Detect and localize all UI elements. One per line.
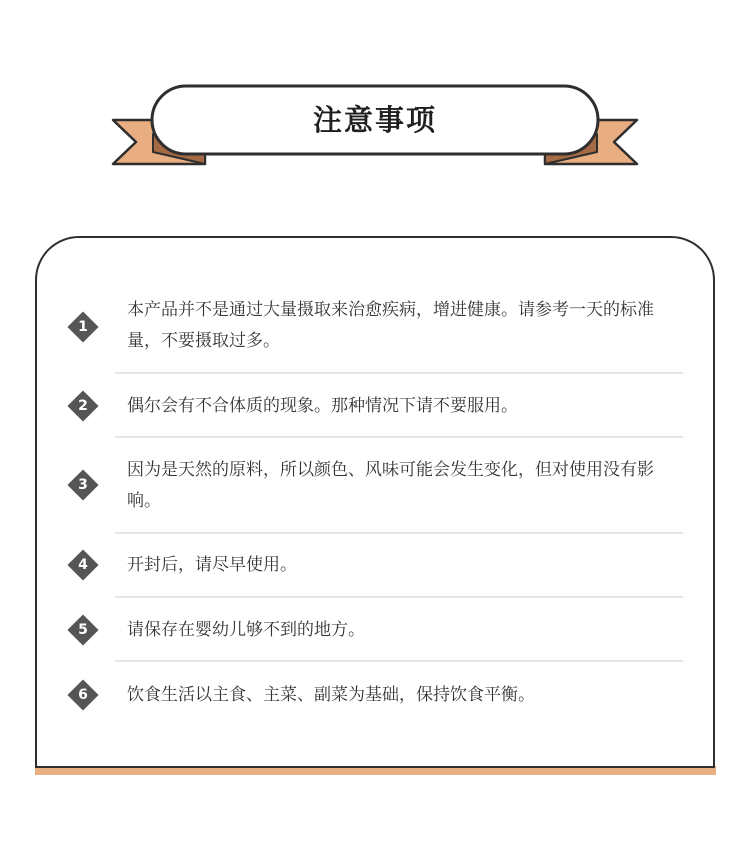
number-badge-5 <box>67 614 99 646</box>
notice-text-1: 本产品并不是通过大量摄取来治愈疾病，增进健康。请参考一天的标准量，不要摄取过多。 <box>127 300 654 351</box>
notice-text-4: 开封后，请尽早使用。 <box>127 555 297 575</box>
notice-item-2 <box>37 374 713 436</box>
notice-text-6: 饮食生活以主食、主菜、副菜为基础，保持饮食平衡。 <box>127 685 535 705</box>
notice-text-2: 偶尔会有不合体质的现象。那种情况下请不要服用。 <box>127 396 518 416</box>
badge-number: 2 <box>78 398 88 414</box>
notice-item-1 <box>37 292 713 372</box>
notice-item-4 <box>37 534 713 596</box>
number-badge-4 <box>67 549 99 581</box>
notice-card <box>35 236 715 768</box>
number-badge-6 <box>67 679 99 711</box>
number-badge-3 <box>67 469 99 501</box>
badge-number: 6 <box>78 687 88 703</box>
notice-text-3: 因为是天然的原料，所以颜色、风味可能会发生变化，但对使用没有影响。 <box>127 460 654 511</box>
badge-number: 5 <box>78 622 88 638</box>
number-badge-1 <box>67 311 99 343</box>
badge-number: 4 <box>78 557 88 573</box>
notice-text-5: 请保存在婴幼儿够不到的地方。 <box>127 620 365 640</box>
notice-item-6 <box>37 662 713 724</box>
notice-item-5 <box>37 598 713 660</box>
title-banner <box>0 0 750 200</box>
number-badge-2 <box>67 390 99 422</box>
badge-number: 3 <box>78 477 88 493</box>
page-title: 注意事项 <box>312 103 437 137</box>
badge-number: 1 <box>78 319 88 335</box>
notice-item-3 <box>37 438 713 532</box>
